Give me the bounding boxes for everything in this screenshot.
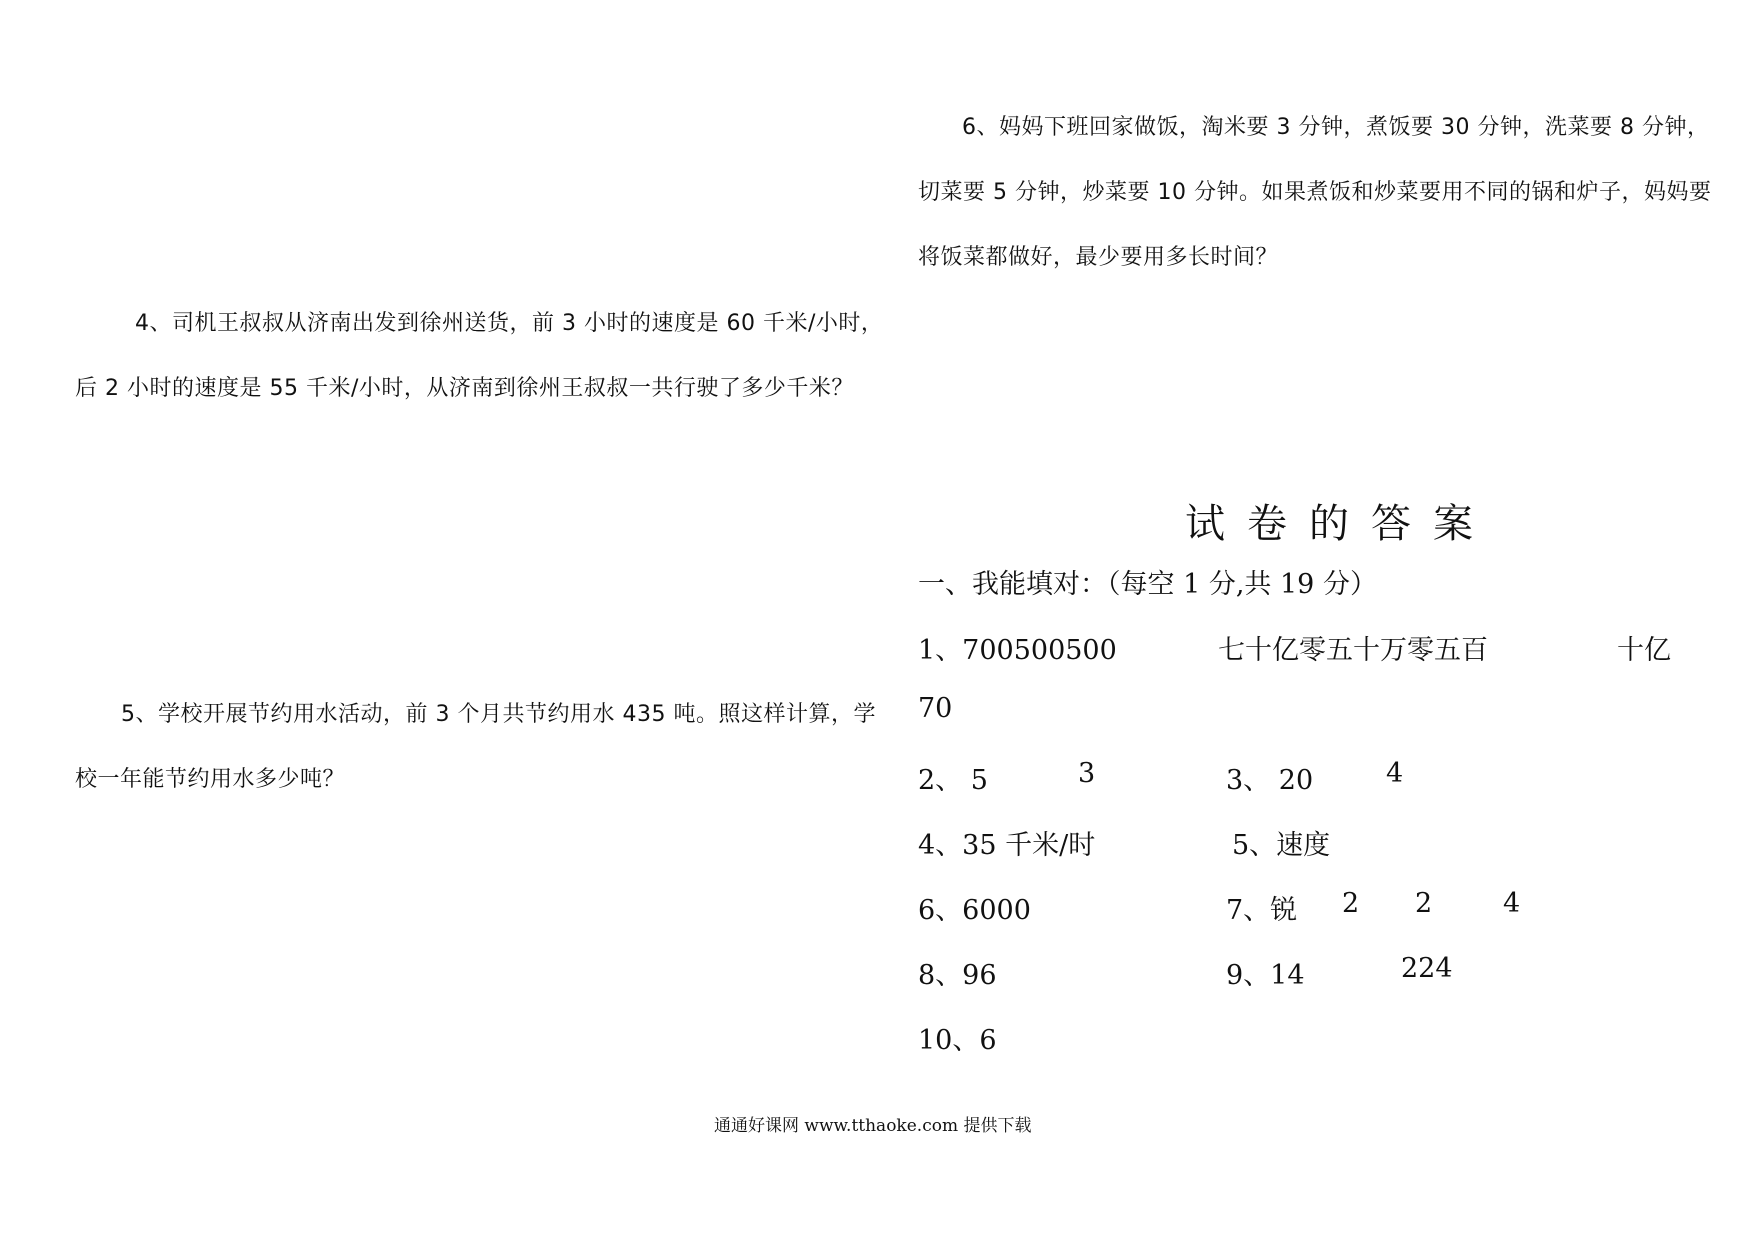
question-6-line-1: 6、妈妈下班回家做饭，淘米要 3 分钟，煮饭要 30 分钟，洗菜要 8 分钟， [962, 115, 1710, 140]
answer-1-number: 1、700500500 [918, 635, 1117, 666]
answer-9: 9、14 [1226, 960, 1305, 991]
answer-7-value-2: 2 [1342, 888, 1360, 919]
answer-1-words: 七十亿零五十万零五百 [1218, 635, 1488, 666]
question-4-line-2: 后 2 小时的速度是 55 千米/小时，从济南到徐州王叔叔一共行驶了多少千米？ [75, 376, 854, 401]
section-1-heading: 一、我能填对：（每空 1 分,共 19 分） [918, 569, 1377, 600]
answer-1-extra: 70 [918, 693, 953, 724]
question-5-line-1: 5、学校开展节约用水活动，前 3 个月共节约用水 435 吨。照这样计算，学 [121, 702, 876, 727]
question-6-line-3: 将饭菜都做好，最少要用多长时间？ [918, 245, 1279, 270]
answer-4: 4、35 千米/时 [918, 830, 1096, 861]
question-5-line-2: 校一年能节约用水多少吨？ [75, 767, 346, 792]
question-4-line-1: 4、司机王叔叔从济南出发到徐州送货，前 3 小时的速度是 60 千米/小时， [135, 311, 884, 336]
answer-1-place: 十亿 [1617, 635, 1671, 666]
answer-2: 2、 5 [918, 765, 988, 796]
answer-5: 5、速度 [1232, 830, 1331, 861]
answer-7-value-4: 4 [1503, 888, 1521, 919]
answer-6: 6、6000 [918, 895, 1031, 926]
answer-3-value-2: 4 [1386, 758, 1404, 789]
answer-9-value-2: 224 [1401, 953, 1453, 984]
answer-10: 10、6 [918, 1025, 997, 1056]
footer-source: 通通好课网 www.tthaoke.com 提供下载 [714, 1116, 1032, 1136]
answer-8: 8、96 [918, 960, 997, 991]
answer-2-value-2: 3 [1078, 758, 1096, 789]
answer-7-value-3: 2 [1415, 888, 1433, 919]
answers-title: 试卷的答案 [1185, 501, 1495, 547]
answer-7: 7、锐 [1226, 895, 1298, 926]
answer-3: 3、 20 [1226, 765, 1314, 796]
question-6-line-2: 切菜要 5 分钟，炒菜要 10 分钟。如果煮饭和炒菜要用不同的锅和炉子，妈妈要 [918, 180, 1712, 205]
